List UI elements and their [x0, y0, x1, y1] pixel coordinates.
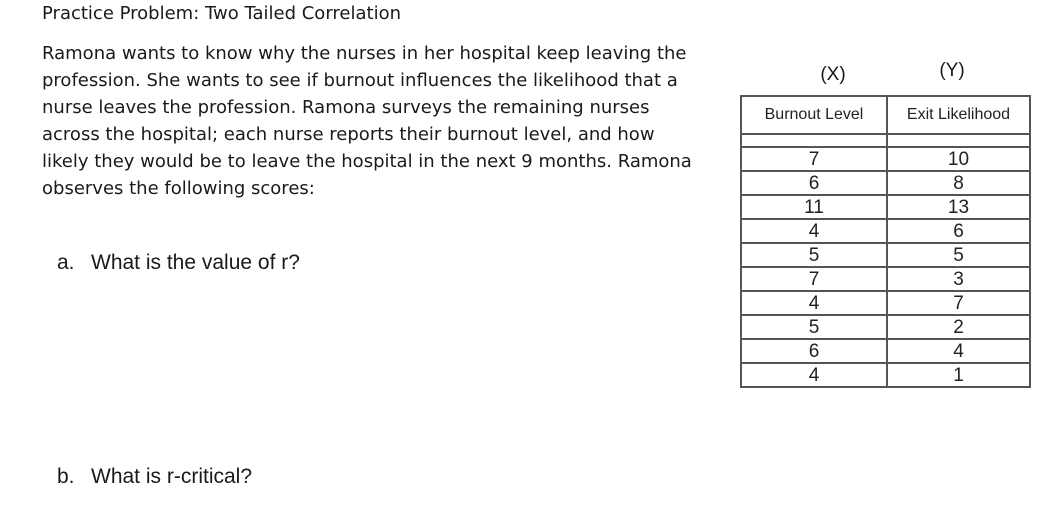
burnout-level-header: Burnout Level	[741, 96, 887, 134]
exit-cell: 5	[887, 243, 1030, 267]
burnout-cell: 6	[741, 171, 887, 195]
question-text: What is r-critical?	[91, 465, 253, 488]
table-row	[741, 267, 1030, 291]
table-row	[741, 195, 1030, 219]
table-row	[741, 219, 1030, 243]
burnout-cell: 11	[741, 195, 887, 219]
exit-cell: 6	[887, 219, 1030, 243]
burnout-cell: 5	[741, 243, 887, 267]
problem-description	[42, 40, 692, 202]
burnout-cell: 7	[741, 147, 887, 171]
question-a	[57, 251, 300, 275]
exit-cell: 2	[887, 315, 1030, 339]
table-row	[741, 147, 1030, 171]
problem-line: profession. She wants to see if burnout influences the likelihood that a	[42, 70, 678, 91]
question-label: b.	[57, 465, 75, 488]
exit-likelihood-header: Exit Likelihood	[887, 96, 1030, 134]
exit-cell: 10	[887, 147, 1030, 171]
table-row	[741, 315, 1030, 339]
x-variable-symbol: (X)	[820, 64, 846, 85]
burnout-cell: 6	[741, 339, 887, 363]
table-row	[741, 339, 1030, 363]
problem-line: observes the following scores:	[42, 178, 315, 199]
burnout-cell: 4	[741, 219, 887, 243]
page-title: Practice Problem: Two Tailed Correlation	[42, 3, 401, 24]
exit-cell: 8	[887, 171, 1030, 195]
question-text: What is the value of r?	[91, 251, 300, 274]
burnout-cell: 7	[741, 267, 887, 291]
table-header-row	[741, 96, 1030, 134]
problem-line: likely they would be to leave the hospital in the next 9 months. Ramona	[42, 151, 692, 172]
exit-cell: 3	[887, 267, 1030, 291]
exit-cell: 4	[887, 339, 1030, 363]
table-row	[741, 291, 1030, 315]
problem-line: across the hospital; each nurse reports their burnout level, and how	[42, 124, 655, 145]
table-spacer-row	[741, 134, 1030, 147]
question-b	[57, 465, 252, 489]
exit-cell: 7	[887, 291, 1030, 315]
problem-line: nurse leaves the profession. Ramona surveys the remaining nurses	[42, 97, 650, 118]
table-row	[741, 171, 1030, 195]
exit-cell: 13	[887, 195, 1030, 219]
y-variable-symbol: (Y)	[939, 60, 965, 81]
exit-cell: 1	[887, 363, 1030, 387]
burnout-cell: 4	[741, 363, 887, 387]
question-label: a.	[57, 251, 75, 274]
burnout-cell: 5	[741, 315, 887, 339]
table-row	[741, 363, 1030, 387]
table-row	[741, 243, 1030, 267]
problem-line: Ramona wants to know why the nurses in her hospital keep leaving the	[42, 43, 687, 64]
scores-table	[740, 95, 1031, 388]
burnout-cell: 4	[741, 291, 887, 315]
